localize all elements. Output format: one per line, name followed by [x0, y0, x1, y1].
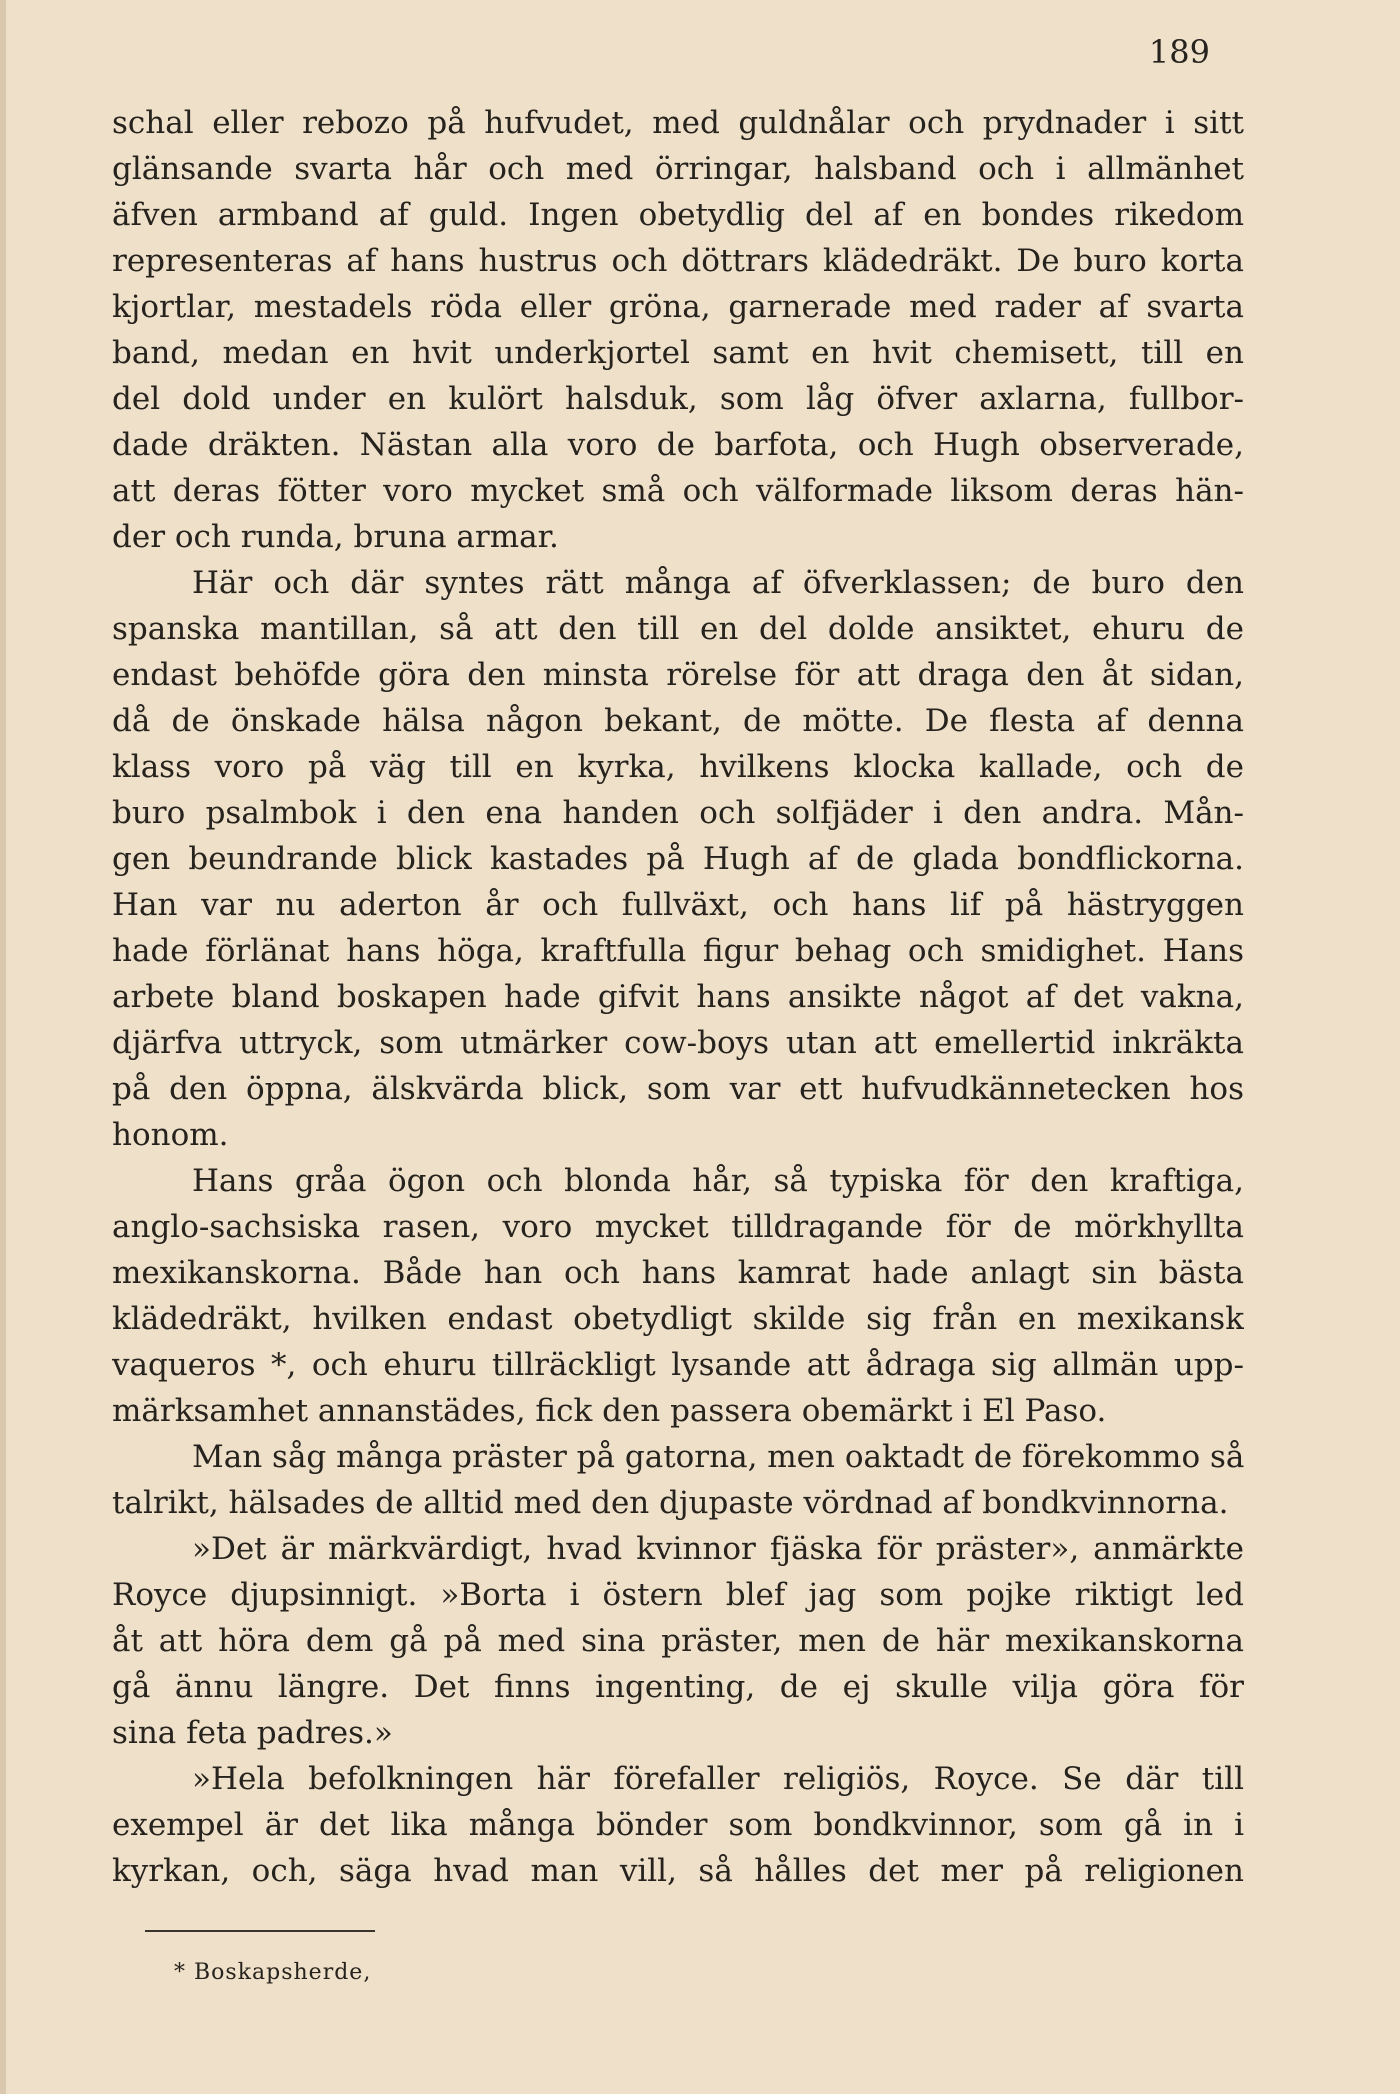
text-line: äfven armband af guld. Ingen obetydlig del af en bondes rikedom — [112, 197, 1244, 233]
text-line: honom. — [112, 1117, 229, 1153]
text-line: buro psalmbok i den ena handen och solfjäder i den andra. Mån- — [112, 795, 1244, 831]
text-line: arbete bland boskapen hade gifvit hans ansikte något af det vakna, — [112, 979, 1244, 1015]
text-line: talrikt, hälsades de alltid med den djupaste vördnad af bondkvinnorna. — [112, 1485, 1229, 1521]
text-line: band, medan en hvit underkjortel samt en hvit chemisett, till en — [112, 335, 1244, 371]
text-line: Royce djupsinnigt. »Borta i östern blef jag som pojke riktigt led — [112, 1577, 1244, 1613]
text-line: exempel är det lika många bönder som bondkvinnor, som gå in i — [112, 1807, 1244, 1843]
page-number: 189 — [1148, 33, 1210, 71]
body-text — [112, 100, 1244, 1894]
text-line: glänsande svarta hår och med örringar, halsband och i allmänhet — [112, 151, 1244, 187]
text-line: kjortlar, mestadels röda eller gröna, garnerade med rader af svarta — [112, 289, 1244, 325]
text-line: Han var nu aderton år och fullväxt, och hans lif på hästryggen — [112, 887, 1244, 923]
paragraph-start-line: Hans gråa ögon och blonda hår, så typiska för den kraftiga, — [192, 1163, 1244, 1199]
text-line: gå ännu längre. Det finns ingenting, de ej skulle vilja göra för — [112, 1669, 1244, 1705]
footnote: * Boskapsherde, — [174, 1960, 372, 1985]
page-edge — [0, 0, 6, 2094]
text-line: klädedräkt, hvilken endast obetydligt skilde sig från en mexikansk — [112, 1301, 1244, 1337]
text-line: märksamhet annanstädes, fick den passera obemärkt i El Paso. — [112, 1393, 1107, 1429]
paragraph-start-line: Man såg många präster på gatorna, men oaktadt de förekommo så — [192, 1439, 1244, 1475]
text-line: djärfva uttryck, som utmärker cow-boys utan att emellertid inkräkta — [112, 1025, 1244, 1061]
paragraph-start-line: Här och där syntes rätt många af öfverklassen; de buro den — [192, 565, 1244, 601]
text-line: hade förlänat hans höga, kraftfulla figur behag och smidighet. Hans — [112, 933, 1244, 969]
text-line: mexikanskorna. Både han och hans kamrat hade anlagt sin bästa — [112, 1255, 1244, 1291]
footnote-divider — [145, 1930, 375, 1932]
paragraph-start-line: »Det är märkvärdigt, hvad kvinnor fjäska för präster», anmärkte — [192, 1531, 1244, 1567]
text-line: del dold under en kulört halsduk, som låg öfver axlarna, fullbor- — [112, 381, 1244, 417]
text-line: vaqueros *, och ehuru tillräckligt lysande att ådraga sig allmän upp- — [112, 1347, 1244, 1383]
text-line: der och runda, bruna armar. — [112, 519, 559, 555]
text-line: gen beundrande blick kastades på Hugh af de glada bondflickorna. — [112, 841, 1244, 877]
text-line: kyrkan, och, säga hvad man vill, så hålles det mer på religionen — [112, 1853, 1244, 1889]
text-line: schal eller rebozo på hufvudet, med guldnålar och prydnader i sitt — [112, 105, 1244, 141]
text-line: åt att höra dem gå på med sina präster, men de här mexikanskorna — [112, 1623, 1244, 1659]
text-line: sina feta padres.» — [112, 1715, 393, 1751]
text-line: anglo-sachsiska rasen, voro mycket tilldragande för de mörkhyllta — [112, 1209, 1244, 1245]
text-line: dade dräkten. Nästan alla voro de barfota, och Hugh observerade, — [112, 427, 1244, 463]
paragraph-start-line: »Hela befolkningen här förefaller religiös, Royce. Se där till — [192, 1761, 1244, 1797]
text-line: då de önskade hälsa någon bekant, de mötte. De flesta af denna — [112, 703, 1244, 739]
text-line: representeras af hans hustrus och döttrars klädedräkt. De buro korta — [112, 243, 1244, 279]
text-line: att deras fötter voro mycket små och välformade liksom deras hän- — [112, 473, 1244, 509]
text-line: spanska mantillan, så att den till en del dolde ansiktet, ehuru de — [112, 611, 1244, 647]
text-line: endast behöfde göra den minsta rörelse för att draga den åt sidan, — [112, 657, 1244, 693]
text-line: på den öppna, älskvärda blick, som var ett hufvudkännetecken hos — [112, 1071, 1244, 1107]
text-line: klass voro på väg till en kyrka, hvilkens klocka kallade, och de — [112, 749, 1244, 785]
